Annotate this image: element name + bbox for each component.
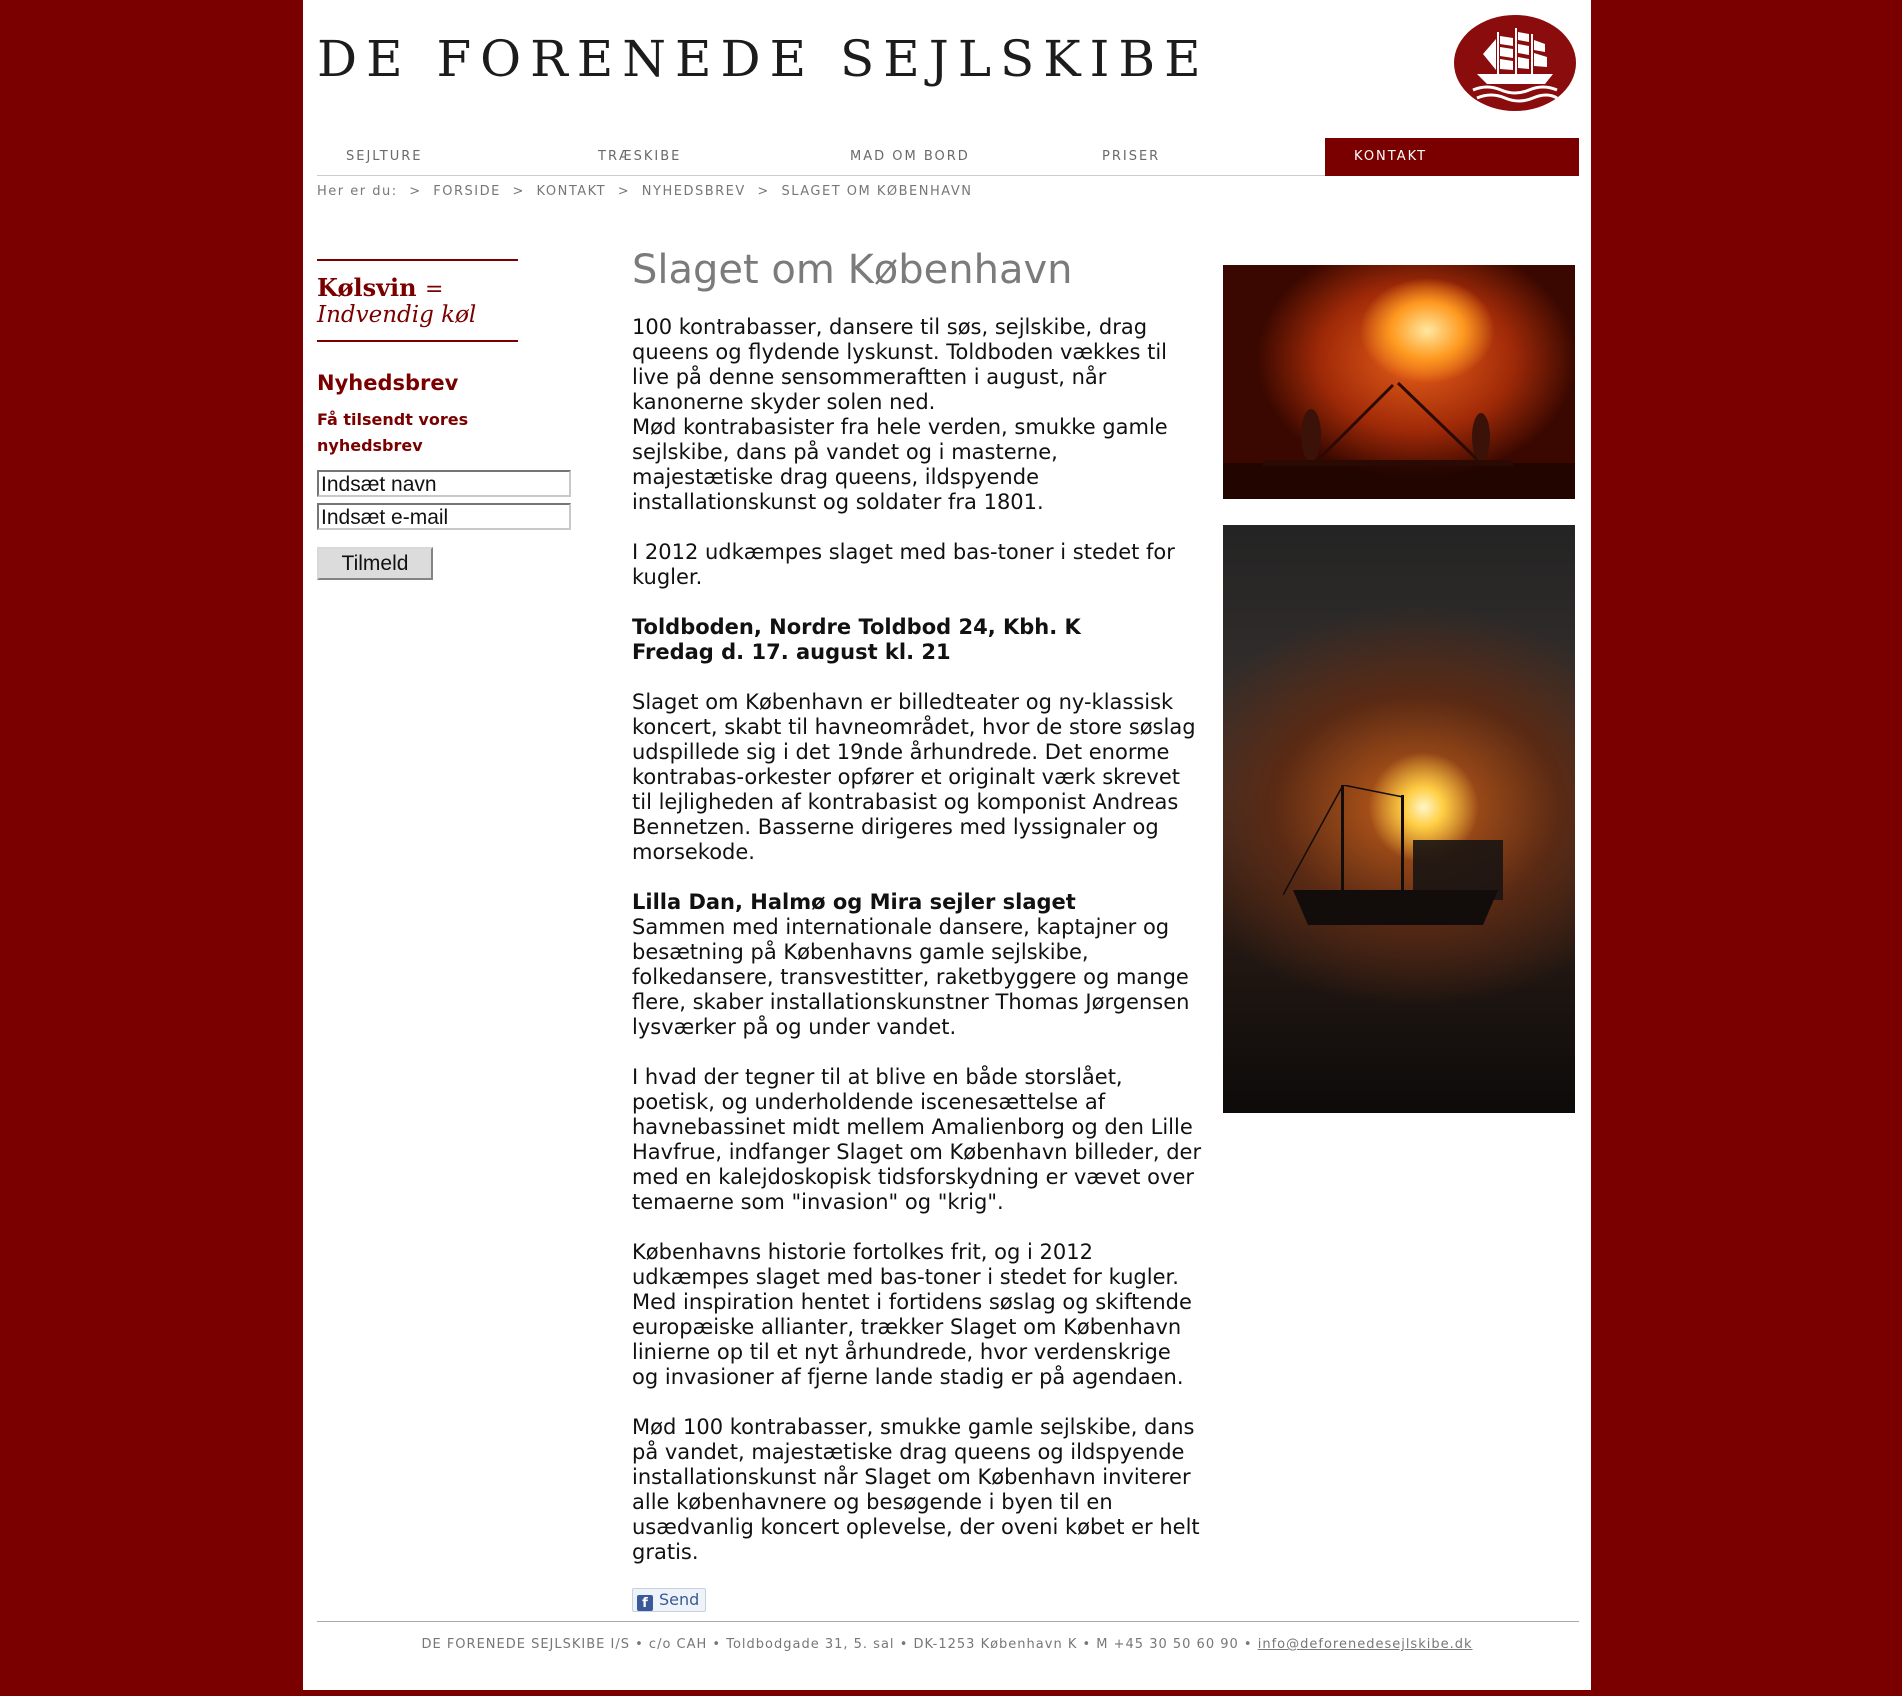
breadcrumb-separator: >: [617, 184, 631, 199]
footer-divider: [317, 1621, 1579, 1622]
nav-item-sejlture[interactable]: SEJLTURE: [346, 149, 423, 164]
email-input[interactable]: Indsæt e-mail: [317, 503, 571, 530]
paragraph-3: Slaget om København er billedteater og ny-klassisk koncert, skabt til havneområdet, hvor de store søslag udspillede sig i det 19nde århundrede. Det enorme kontrabas-orkester opfører et originalt værk skrevet til lejligheden af kontrabasist og komponist Andreas Bennetzen. Basserne dirigeres med lyssignaler og morsekode.: [632, 690, 1196, 864]
breadcrumb-separator: >: [757, 184, 770, 199]
footer-care-of: c/o CAH: [648, 1637, 708, 1652]
promo-line-1: [317, 273, 518, 302]
event-date: Fredag d. 17. august kl. 21: [632, 640, 951, 664]
paragraph-1b: Mød kontrabasister fra hele verden, smukke gamle sejlskibe, dans på vandet og i masterne, majestætiske drag queens, ildspyende installationskunst og soldater fra 1801.: [632, 415, 1168, 514]
promo-box[interactable]: [317, 259, 518, 342]
breadcrumb-separator: >: [409, 184, 422, 199]
footer-phone: M +45 30 50 60 90: [1096, 1637, 1239, 1652]
main-nav: [317, 138, 1579, 176]
paragraph-7: Mød 100 kontrabasser, smukke gamle sejlskibe, dans på vandet, majestætiske drag queens og ildspyende installationskunst når Slaget om København inviterer alle københavnere og besøgende i byen til en usædvanlig koncert oplevelse, der oveni købet er helt gratis.: [632, 1415, 1200, 1564]
article-title: Slaget om København: [632, 247, 1073, 293]
footer-company: DE FORENEDE SEJLSKIBE I/S: [421, 1637, 630, 1652]
nav-item-priser[interactable]: PRISER: [1102, 149, 1161, 164]
footer-city: DK-1253 København K: [913, 1637, 1078, 1652]
footer-bullet: •: [899, 1637, 909, 1652]
breadcrumb-separator: >: [512, 184, 525, 199]
nav-item-kontakt[interactable]: KONTAKT: [1325, 138, 1579, 176]
facebook-icon: f: [637, 1595, 653, 1611]
paragraph-1: 100 kontrabasser, dansere til søs, sejlskibe, drag queens og flydende lyskunst. Toldboden vækkes til live på denne sensommeraftten i august, når kanonerne skyder solen ned.: [632, 315, 1168, 414]
send-label: Send: [659, 1590, 700, 1609]
breadcrumb-prefix: Her er du:: [317, 184, 398, 199]
paragraph-2: I 2012 udkæmpes slaget med bas-toner i stedet for kugler.: [632, 540, 1175, 589]
breadcrumb-item-current[interactable]: SLAGET OM KØBENHAVN: [781, 184, 973, 199]
event-info: [632, 615, 1202, 665]
name-input[interactable]: Indsæt navn: [317, 470, 571, 497]
breadcrumb: [317, 184, 978, 199]
subscribe-button[interactable]: Tilmeld: [317, 547, 433, 580]
fire-performance-image: [1223, 265, 1575, 499]
sunset-ship-image: [1223, 525, 1575, 1113]
footer-bullet: •: [1243, 1637, 1253, 1652]
promo-bold: Kølsvin: [317, 273, 417, 302]
promo-equals: =: [424, 277, 444, 302]
ships-heading: Lilla Dan, Halmø og Mira sejler slaget: [632, 890, 1076, 914]
breadcrumb-item-kontakt[interactable]: KONTAKT: [536, 184, 607, 199]
footer-email-link[interactable]: info@deforenedesejlskibe.dk: [1257, 1637, 1473, 1652]
breadcrumb-item-nyhedsbrev[interactable]: NYHEDSBREV: [641, 184, 746, 199]
nav-item-mad-om-bord[interactable]: MAD OM BORD: [850, 149, 970, 164]
article-intro: [632, 315, 1202, 515]
newsletter-subtitle: Få tilsendt vores nyhedsbrev: [317, 410, 469, 455]
site-title[interactable]: DE FORENEDE SEJLSKIBE: [317, 30, 1210, 88]
footer-bullet: •: [1082, 1637, 1092, 1652]
ships-section: [632, 890, 1202, 1040]
sailing-ship-logo-icon[interactable]: [1453, 14, 1577, 112]
footer-bullet: •: [712, 1637, 722, 1652]
fire-silhouettes: [1223, 265, 1575, 499]
footer-street: Toldbodgade 31, 5. sal: [726, 1637, 895, 1652]
breadcrumb-item-forside[interactable]: FORSIDE: [433, 184, 501, 199]
footer-bullet: •: [635, 1637, 644, 1652]
event-location: Toldboden, Nordre Toldbod 24, Kbh. K: [632, 615, 1081, 639]
nav-item-traeskibe[interactable]: TRÆSKIBE: [598, 149, 682, 164]
ship-silhouette: [1283, 785, 1503, 935]
article: [632, 244, 1202, 1612]
paragraph-4: Sammen med internationale dansere, kaptajner og besætning på Københavns gamle sejlskibe, folkedansere, transvestitter, raketbyggere og mange flere, skaber installationskunstner Thomas Jørgensen lysværker på og under vandet.: [632, 915, 1190, 1039]
paragraph-6: Københavns historie fortolkes frit, og i 2012 udkæmpes slaget med bas-toner i stedet for kugler. Med inspiration hentet i fortidens søslag og skiftende europæiske allianter, trækker Slaget om København linierne op til et nyt århundrede, hvor verdenskrige og invasioner af fjerne lande stadig er på agendaen.: [632, 1240, 1192, 1389]
promo-italic: Indvendig køl: [317, 302, 477, 328]
facebook-send-button[interactable]: [632, 1588, 706, 1612]
footer: [303, 1637, 1591, 1652]
page: [303, 0, 1591, 1690]
newsletter-title: Nyhedsbrev: [317, 371, 459, 395]
paragraph-5: I hvad der tegner til at blive en både storslået, poetisk, og underholdende iscenesættelse af havnebassinet midt mellem Amalienborg og den Lille Havfrue, indfanger Slaget om København billeder, der med en kalejdoskopisk tidsforskydning er vævet over temaerne som "invasion" og "krig".: [632, 1065, 1202, 1214]
